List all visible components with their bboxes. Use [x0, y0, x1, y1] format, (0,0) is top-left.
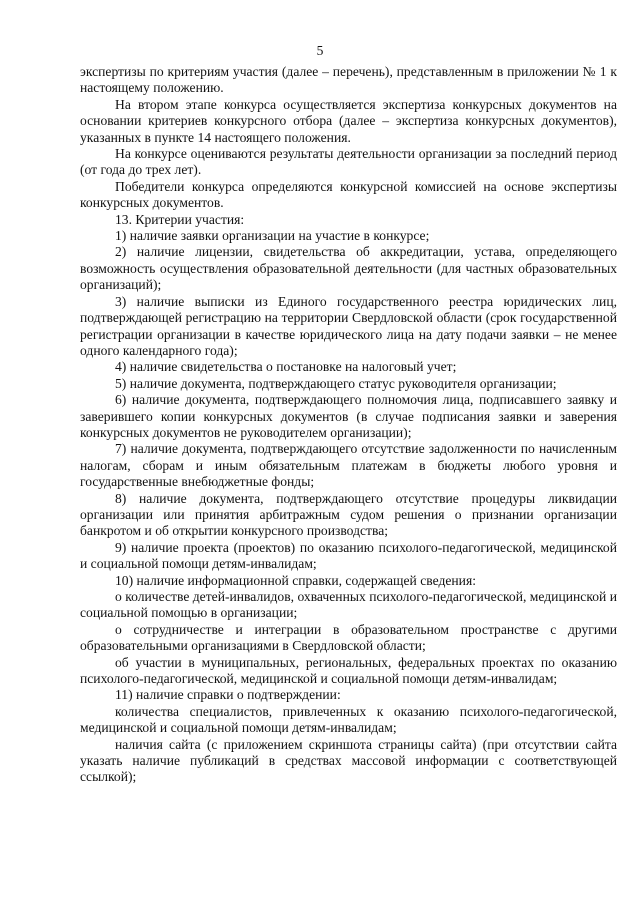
criterion-7: 7) наличие документа, подтверждающего отсутствие задолженности по начисленным налогам, сборам и иным обязательным платежам в бюджеты любого уровня и государственные внебюджетные фонды;: [80, 441, 617, 490]
paragraph-second-stage: На втором этапе конкурса осуществляется экспертиза конкурсных документов на основании критериев конкурсного отбора (далее – экспертиза конкурсных документов), указанных в пункте 14 настоящего положения.: [80, 96, 617, 145]
paragraph-winners: Победители конкурса определяются конкурсной комиссией на основе экспертизы конкурсных документов.: [80, 178, 617, 211]
criterion-6: 6) наличие документа, подтверждающего полномочия лица, подписавшего заявку и заверившего копии конкурсных документов (в случае подписания заявки и заверения конкурсных документов не руководителем организации);: [80, 392, 617, 440]
criterion-9: 9) наличие проекта (проектов) по оказанию психолого-педагогической, медицинской и социальной помощи детям-инвалидам;: [80, 539, 617, 572]
criterion-11-item: количества специалистов, привлеченных к оказанию психолого-педагогической, медицинской и социальной помощи детям-инвалидам;: [80, 703, 617, 736]
criterion-4: 4) наличие свидетельства о постановке на налоговый учет;: [115, 359, 457, 375]
paragraph-evaluation: На конкурсе оцениваются результаты деятельности организации за последний период (от года до трех лет).: [80, 146, 617, 178]
criterion-11: 11) наличие справки о подтверждении:: [115, 687, 341, 703]
criterion-10: 10) наличие информационной справки, содержащей сведения:: [115, 572, 476, 588]
criterion-8: 8) наличие документа, подтверждающего отсутствие процедуры ликвидации организации или принятия арбитражным судом решения о признании организации банкротом и об открытии конкурсного производства;: [80, 490, 617, 539]
paragraph-continuation: экспертизы по критериям участия (далее – перечень), представленным в приложении № 1 к настоящему положению.: [80, 64, 617, 96]
criterion-10-item: об участии в муниципальных, региональных, федеральных проектах по оказанию психолого-педагогической, медицинской и социальной помощи детям-инвалидам;: [80, 654, 617, 687]
document-body: [80, 64, 617, 786]
criterion-1: 1) наличие заявки организации на участие в конкурсе;: [115, 228, 430, 244]
criterion-11-item: наличия сайта (с приложением скриншота страницы сайта) (при отсутствии сайта указать наличие публикаций в средствах массовой информации с соответствующей ссылкой);: [80, 736, 617, 785]
criterion-10-item: о сотрудничестве и интеграции в образовательном пространстве с другими образовательными организациями в Свердловской области;: [80, 621, 617, 654]
criterion-10-item: о количестве детей-инвалидов, охваченных психолого-педагогической, медицинской и социальной помощью в организации;: [80, 589, 617, 621]
criterion-3: 3) наличие выписки из Единого государственного реестра юридических лиц, подтверждающей регистрацию на территории Свердловской области (срок государственной регистрации организации в качестве юридического лица на дату подачи заявки – не менее одного календарного года);: [80, 293, 617, 358]
paragraph-criteria-heading: 13. Критерии участия:: [115, 211, 245, 227]
criterion-2: 2) наличие лицензии, свидетельства об аккредитации, устава, определяющего возможность осуществления образовательной деятельности (для частных образовательных организаций);: [80, 244, 617, 293]
criterion-5: 5) наличие документа, подтверждающего статус руководителя организации;: [115, 375, 557, 391]
page-number: 5: [316, 43, 324, 58]
